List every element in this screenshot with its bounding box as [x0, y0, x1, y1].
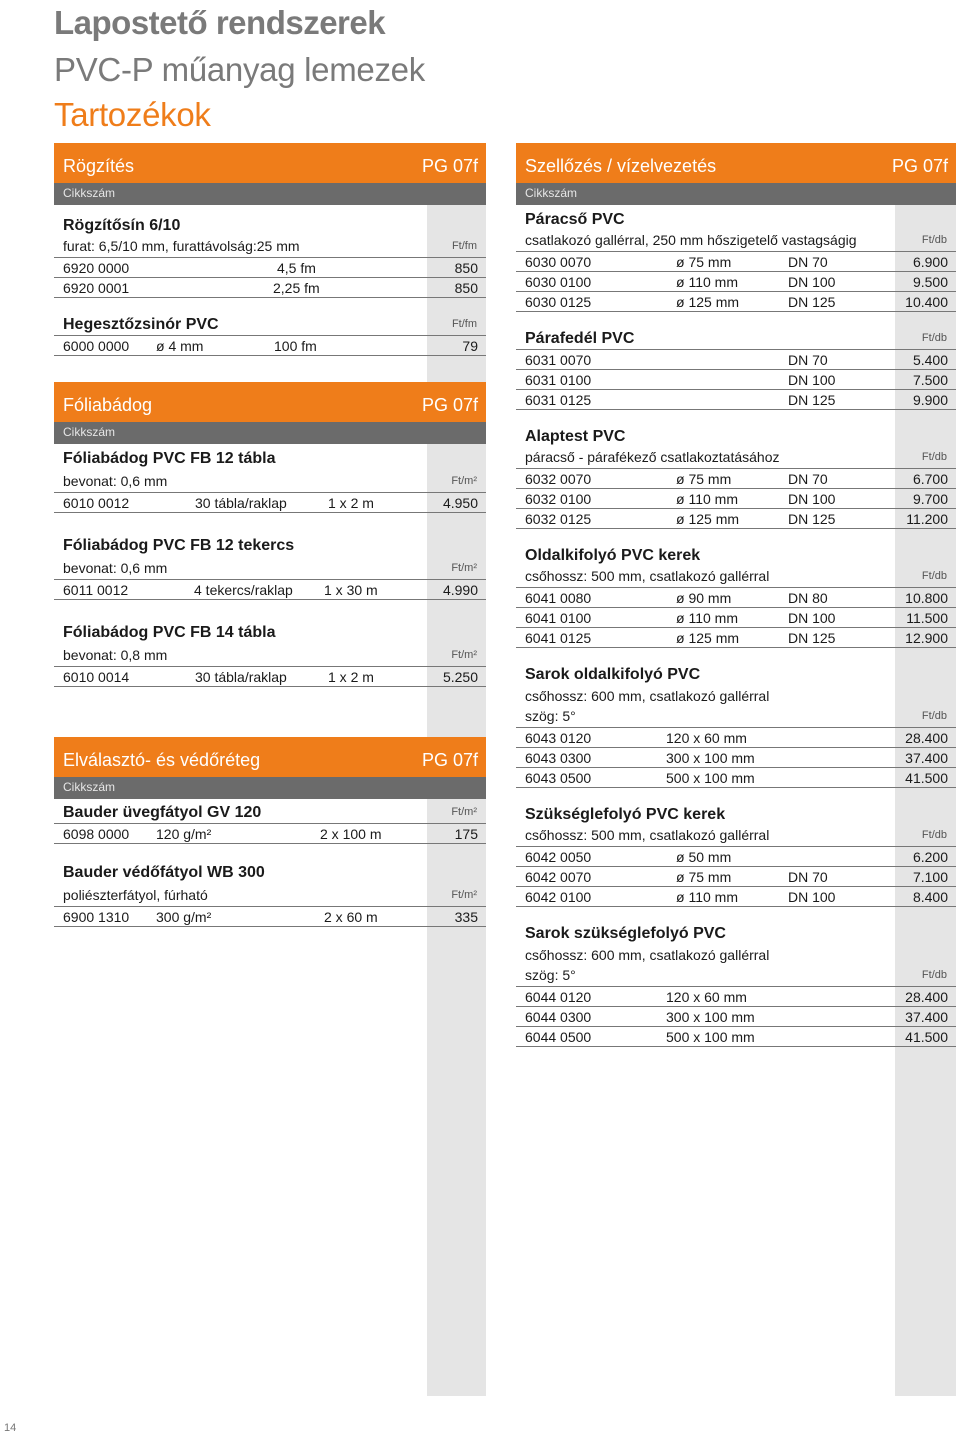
unit-label: Ft/db — [921, 710, 947, 722]
section-rogzites — [54, 143, 486, 356]
page-title: Lapostető rendszerek — [54, 4, 386, 41]
unit-label: Ft/m² — [451, 806, 477, 818]
item-description: csőhossz: 600 mm, csatlakozó gallérral — [525, 688, 770, 704]
section-header — [54, 143, 486, 183]
table-row: 6042 0100 ø 110 mm DN 100 8.400 — [516, 887, 956, 907]
item-description: csőhossz: 500 mm, csatlakozó gallérral Ft/db — [516, 567, 956, 588]
item-description: furat: 6,5/10 mm, furattávolság:25 mm Ft/fm — [54, 237, 486, 258]
right-items — [516, 209, 956, 1047]
item-title: Fóliabádog PVC FB 12 tábla — [63, 450, 276, 467]
section-elvalaszto — [54, 737, 486, 927]
product-block — [516, 426, 956, 529]
item-description: bevonat: 0,6 mm Ft/m² — [54, 559, 486, 580]
right-column — [516, 143, 956, 1047]
product-block — [516, 664, 956, 788]
table-row: 6043 0300 300 x 100 mm 37.400 — [516, 748, 956, 768]
item-title: Párafedél PVC Ft/db — [516, 328, 956, 350]
left-column — [54, 143, 486, 927]
table-row: 6030 0070 ø 75 mm DN 70 6.900 — [516, 252, 956, 272]
price-group: PG 07f — [421, 750, 478, 770]
cikkszam-bar: Cikkszám — [516, 183, 956, 205]
section-foliabadog — [54, 382, 486, 687]
unit-label: Ft/m² — [451, 475, 477, 487]
price-group: PG 07f — [421, 156, 478, 176]
item-title: Szükséglefolyó PVC kerek — [525, 806, 726, 823]
unit-label: Ft/db — [921, 451, 947, 463]
table-row: 6044 0120 120 x 60 mm 28.400 — [516, 987, 956, 1007]
item-title: Sarok szükséglefolyó PVC — [525, 925, 726, 942]
table-row: 6041 0125 ø 125 mm DN 125 12.900 — [516, 628, 956, 648]
table-row: 6011 0012 4 tekercs/raklap 1 x 30 m 4.990 — [54, 580, 486, 600]
product-block — [516, 545, 956, 648]
table-row: 6010 0012 30 tábla/raklap 1 x 2 m 4.950 — [54, 493, 486, 513]
item-description: csőhossz: 500 mm, csatlakozó gallérral Ft/db — [516, 826, 956, 847]
table-row: 6031 0100 DN 100 7.500 — [516, 370, 956, 390]
unit-label: Ft/m² — [451, 889, 477, 901]
item-title: Páracső PVC — [525, 211, 625, 228]
page-section-title: Tartozékok — [54, 96, 211, 133]
table-row: 6043 0500 500 x 100 mm 41.500 — [516, 768, 956, 788]
table-row: 6098 0000 120 g/m² 2 x 100 m 175 — [54, 824, 486, 844]
item-title: Hegesztőzsinór PVC Ft/fm — [54, 314, 486, 336]
table-row: 6031 0070 DN 70 5.400 — [516, 350, 956, 370]
table-row: 6044 0300 300 x 100 mm 37.400 — [516, 1007, 956, 1027]
cikkszam-bar: Cikkszám — [54, 777, 486, 799]
unit-label: Ft/fm — [451, 240, 477, 252]
item-description: csőhossz: 600 mm, csatlakozó gallérral — [525, 947, 770, 963]
product-block — [516, 804, 956, 907]
cikkszam-bar: Cikkszám — [54, 422, 486, 444]
item-description: bevonat: 0,8 mm Ft/m² — [54, 646, 486, 667]
item-title: Oldalkifolyó PVC kerek — [525, 547, 701, 564]
table-row: 6041 0100 ø 110 mm DN 100 11.500 — [516, 608, 956, 628]
table-row: 6042 0070 ø 75 mm DN 70 7.100 — [516, 867, 956, 887]
item-title: Fóliabádog PVC FB 14 tábla — [63, 624, 276, 641]
item-title: Bauder üvegfátyol GV 120 Ft/m² — [54, 802, 486, 824]
item-title: Fóliabádog PVC FB 12 tekercs — [63, 537, 295, 554]
table-row: 6032 0100 ø 110 mm DN 100 9.700 — [516, 489, 956, 509]
table-row: 6920 0001 2,25 fm 850 — [54, 278, 486, 298]
table-row: 6041 0080 ø 90 mm DN 80 10.800 — [516, 588, 956, 608]
item-description: bevonat: 0,6 mm Ft/m² — [54, 472, 486, 493]
item-description: poliészterfátyol, fúrható Ft/m² — [54, 886, 486, 907]
table-row: 6030 0100 ø 110 mm DN 100 9.500 — [516, 272, 956, 292]
unit-label: Ft/fm — [451, 318, 477, 330]
section-header — [516, 143, 956, 183]
item-description: szög: 5° Ft/db — [516, 966, 956, 987]
unit-label: Ft/m² — [451, 562, 477, 574]
unit-label: Ft/db — [921, 570, 947, 582]
section-header — [54, 737, 486, 777]
item-description: csatlakozó gallérral, 250 mm hőszigetelő vastagságig Ft/db — [516, 231, 956, 252]
table-row: 6000 0000 ø 4 mm 100 fm 79 — [54, 336, 486, 356]
table-row: 6900 1310 300 g/m² 2 x 60 m 335 — [54, 907, 486, 927]
section-title: Fóliabádog — [63, 395, 153, 415]
section-title: Rögzítés — [63, 156, 135, 176]
table-row: 6043 0120 120 x 60 mm 28.400 — [516, 728, 956, 748]
table-row: 6032 0125 ø 125 mm DN 125 11.200 — [516, 509, 956, 529]
unit-label: Ft/db — [921, 234, 947, 246]
section-title: Szellőzés / vízelvezetés — [525, 156, 717, 176]
section-title: Elválasztó- és védőréteg — [63, 750, 261, 770]
price-group: PG 07f — [421, 395, 478, 415]
item-title: Rögzítősín 6/10 — [63, 217, 181, 234]
table-row: 6030 0125 ø 125 mm DN 125 10.400 — [516, 292, 956, 312]
table-row: 6920 0000 4,5 fm 850 — [54, 258, 486, 278]
cikkszam-bar: Cikkszám — [54, 183, 486, 205]
unit-label: Ft/db — [921, 332, 947, 344]
product-block — [516, 923, 956, 1047]
page-subtitle: PVC-P műanyag lemezek — [54, 51, 425, 88]
unit-label: Ft/db — [921, 829, 947, 841]
table-row: 6010 0014 30 tábla/raklap 1 x 2 m 5.250 — [54, 667, 486, 687]
unit-label: Ft/m² — [451, 649, 477, 661]
item-title: Alaptest PVC — [525, 428, 626, 445]
table-row: 6032 0070 ø 75 mm DN 70 6.700 — [516, 469, 956, 489]
section-header — [54, 382, 486, 422]
item-title: Bauder védőfátyol WB 300 — [63, 864, 265, 881]
table-row: 6042 0050 ø 50 mm 6.200 — [516, 847, 956, 867]
unit-label: Ft/db — [921, 969, 947, 981]
price-group: PG 07f — [891, 156, 948, 176]
product-block — [516, 209, 956, 312]
item-description: páracső - párafékező csatlakoztatásához Ft/db — [516, 448, 956, 469]
product-block — [516, 328, 956, 410]
table-row: 6044 0500 500 x 100 mm 41.500 — [516, 1027, 956, 1047]
table-row: 6031 0125 DN 125 9.900 — [516, 390, 956, 410]
page-number: 14 — [4, 1422, 17, 1434]
item-title: Sarok oldalkifolyó PVC — [525, 666, 701, 683]
item-description: szög: 5° Ft/db — [516, 707, 956, 728]
